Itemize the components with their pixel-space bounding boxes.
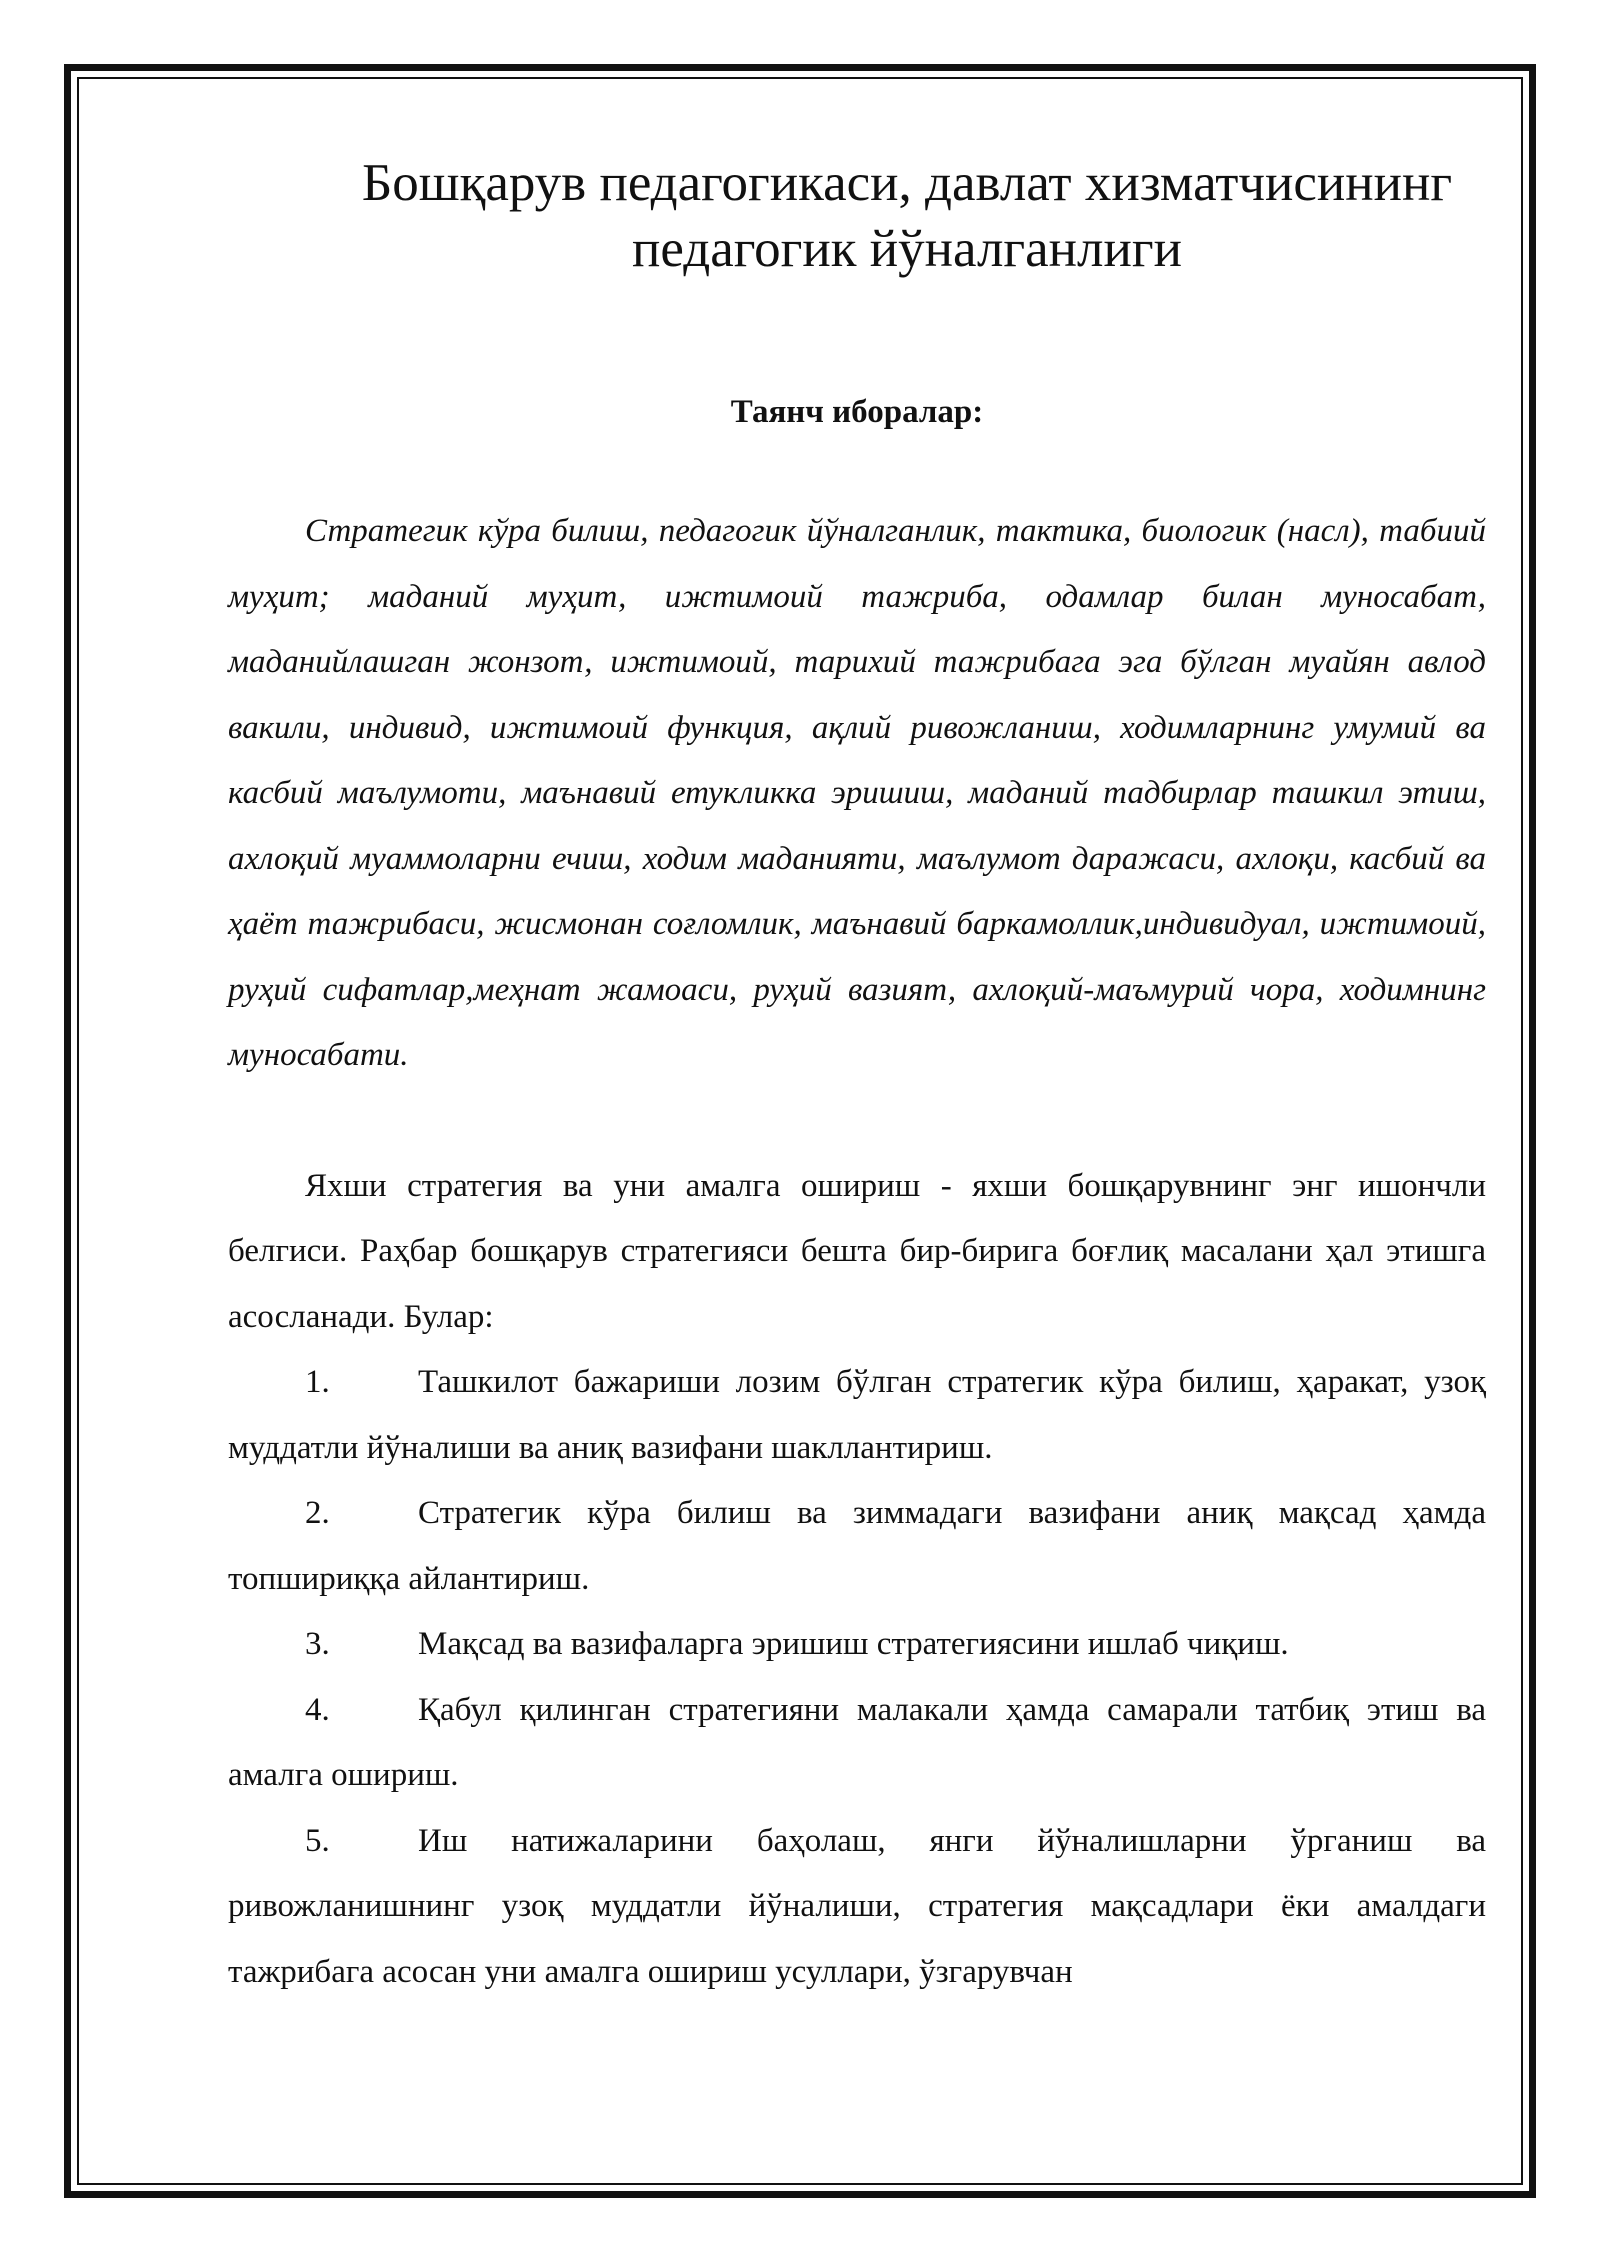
list-item <box>228 1678 1486 1809</box>
document-title <box>228 150 1486 282</box>
list-item <box>228 1481 1486 1612</box>
list-item-text: Стратегик кўра билиш ва зиммадаги вазифани аниқ мақсад ҳамда топшириққа айлантириш. <box>228 1495 1486 1597</box>
keywords-text: Стратегик кўра билиш, педагогик йўналганлик, тактика, биологик (насл), табиий муҳит; маданий муҳит, ижтимоий тажриба, одамлар билан муносабат, маданийлашган жонзот, ижтимоий, тарихий тажрибага эга бўлган муайян авлод вакили, индивид, ижтимоий функция, ақлий ривожланиш, ходимларнинг умумий ва касбий маълумоти, маънавий етукликка эришиш, маданий тадбирлар ташкил этиш, ахлоқий муаммоларни ечиш, ходим маданияти, маълумот даражаси, ахлоқи, касбий ва ҳаёт тажрибаси, жисмонан соғломлик, маънавий баркамоллик,индивидуал, ижтимоий, руҳий сифатлар,меҳнат жамоаси, руҳий вазият, ахлоқий-маъмурий чора, ходимнинг муносабати. <box>228 513 1486 1073</box>
list-item <box>228 1350 1486 1481</box>
list-item <box>228 1612 1486 1678</box>
list-item-number: 4. <box>305 1691 330 1728</box>
list-item-number: 3. <box>305 1626 330 1662</box>
list-item-text: Иш натижаларини баҳолаш, янги йўналишларни ўрганиш ва ривожланишнинг узоқ муддатли йўналиши, стратегия мақсадлари ёки амалдаги тажрибага асосан уни амалга ошириш усуллари, ўзгарувчан <box>228 1822 1486 1990</box>
document-body <box>228 150 1486 2005</box>
list-item-number: 5. <box>305 1822 330 1859</box>
list-item-text: Ташкилот бажариши лозим бўлган стратегик кўра билиш, ҳаракат, узоқ муддатли йўналиши ва аниқ вазифани шакллантириш. <box>228 1364 1486 1466</box>
document-title-line-2: педагогик йўналганлиги <box>632 220 1182 278</box>
list-item-text: Қабул қилинган стратегияни малакали ҳамда самарали татбиқ этиш ва амалга ошириш. <box>228 1691 1486 1793</box>
intro-paragraph: Яхши стратегия ва уни амалга ошириш - яхши бошқарувнинг энг ишончли белгиси. Раҳбар бошқарув стратегияси бешта бир-бирига боғлиқ масалани ҳал этишга асосланади. Булар: <box>228 1167 1486 1335</box>
document-title-line-1: Бошқарув педагогикаси, давлат хизматчисининг <box>361 154 1453 212</box>
list-item <box>228 1809 1486 2006</box>
numbered-list <box>228 1350 1486 2005</box>
list-item-number: 1. <box>305 1364 330 1400</box>
keywords-heading: Таянч иборалар: <box>730 394 984 430</box>
list-item-number: 2. <box>305 1495 330 1531</box>
list-item-text: Мақсад ва вазифаларга эришиш стратегиясини ишлаб чиқиш. <box>418 1626 1289 1662</box>
